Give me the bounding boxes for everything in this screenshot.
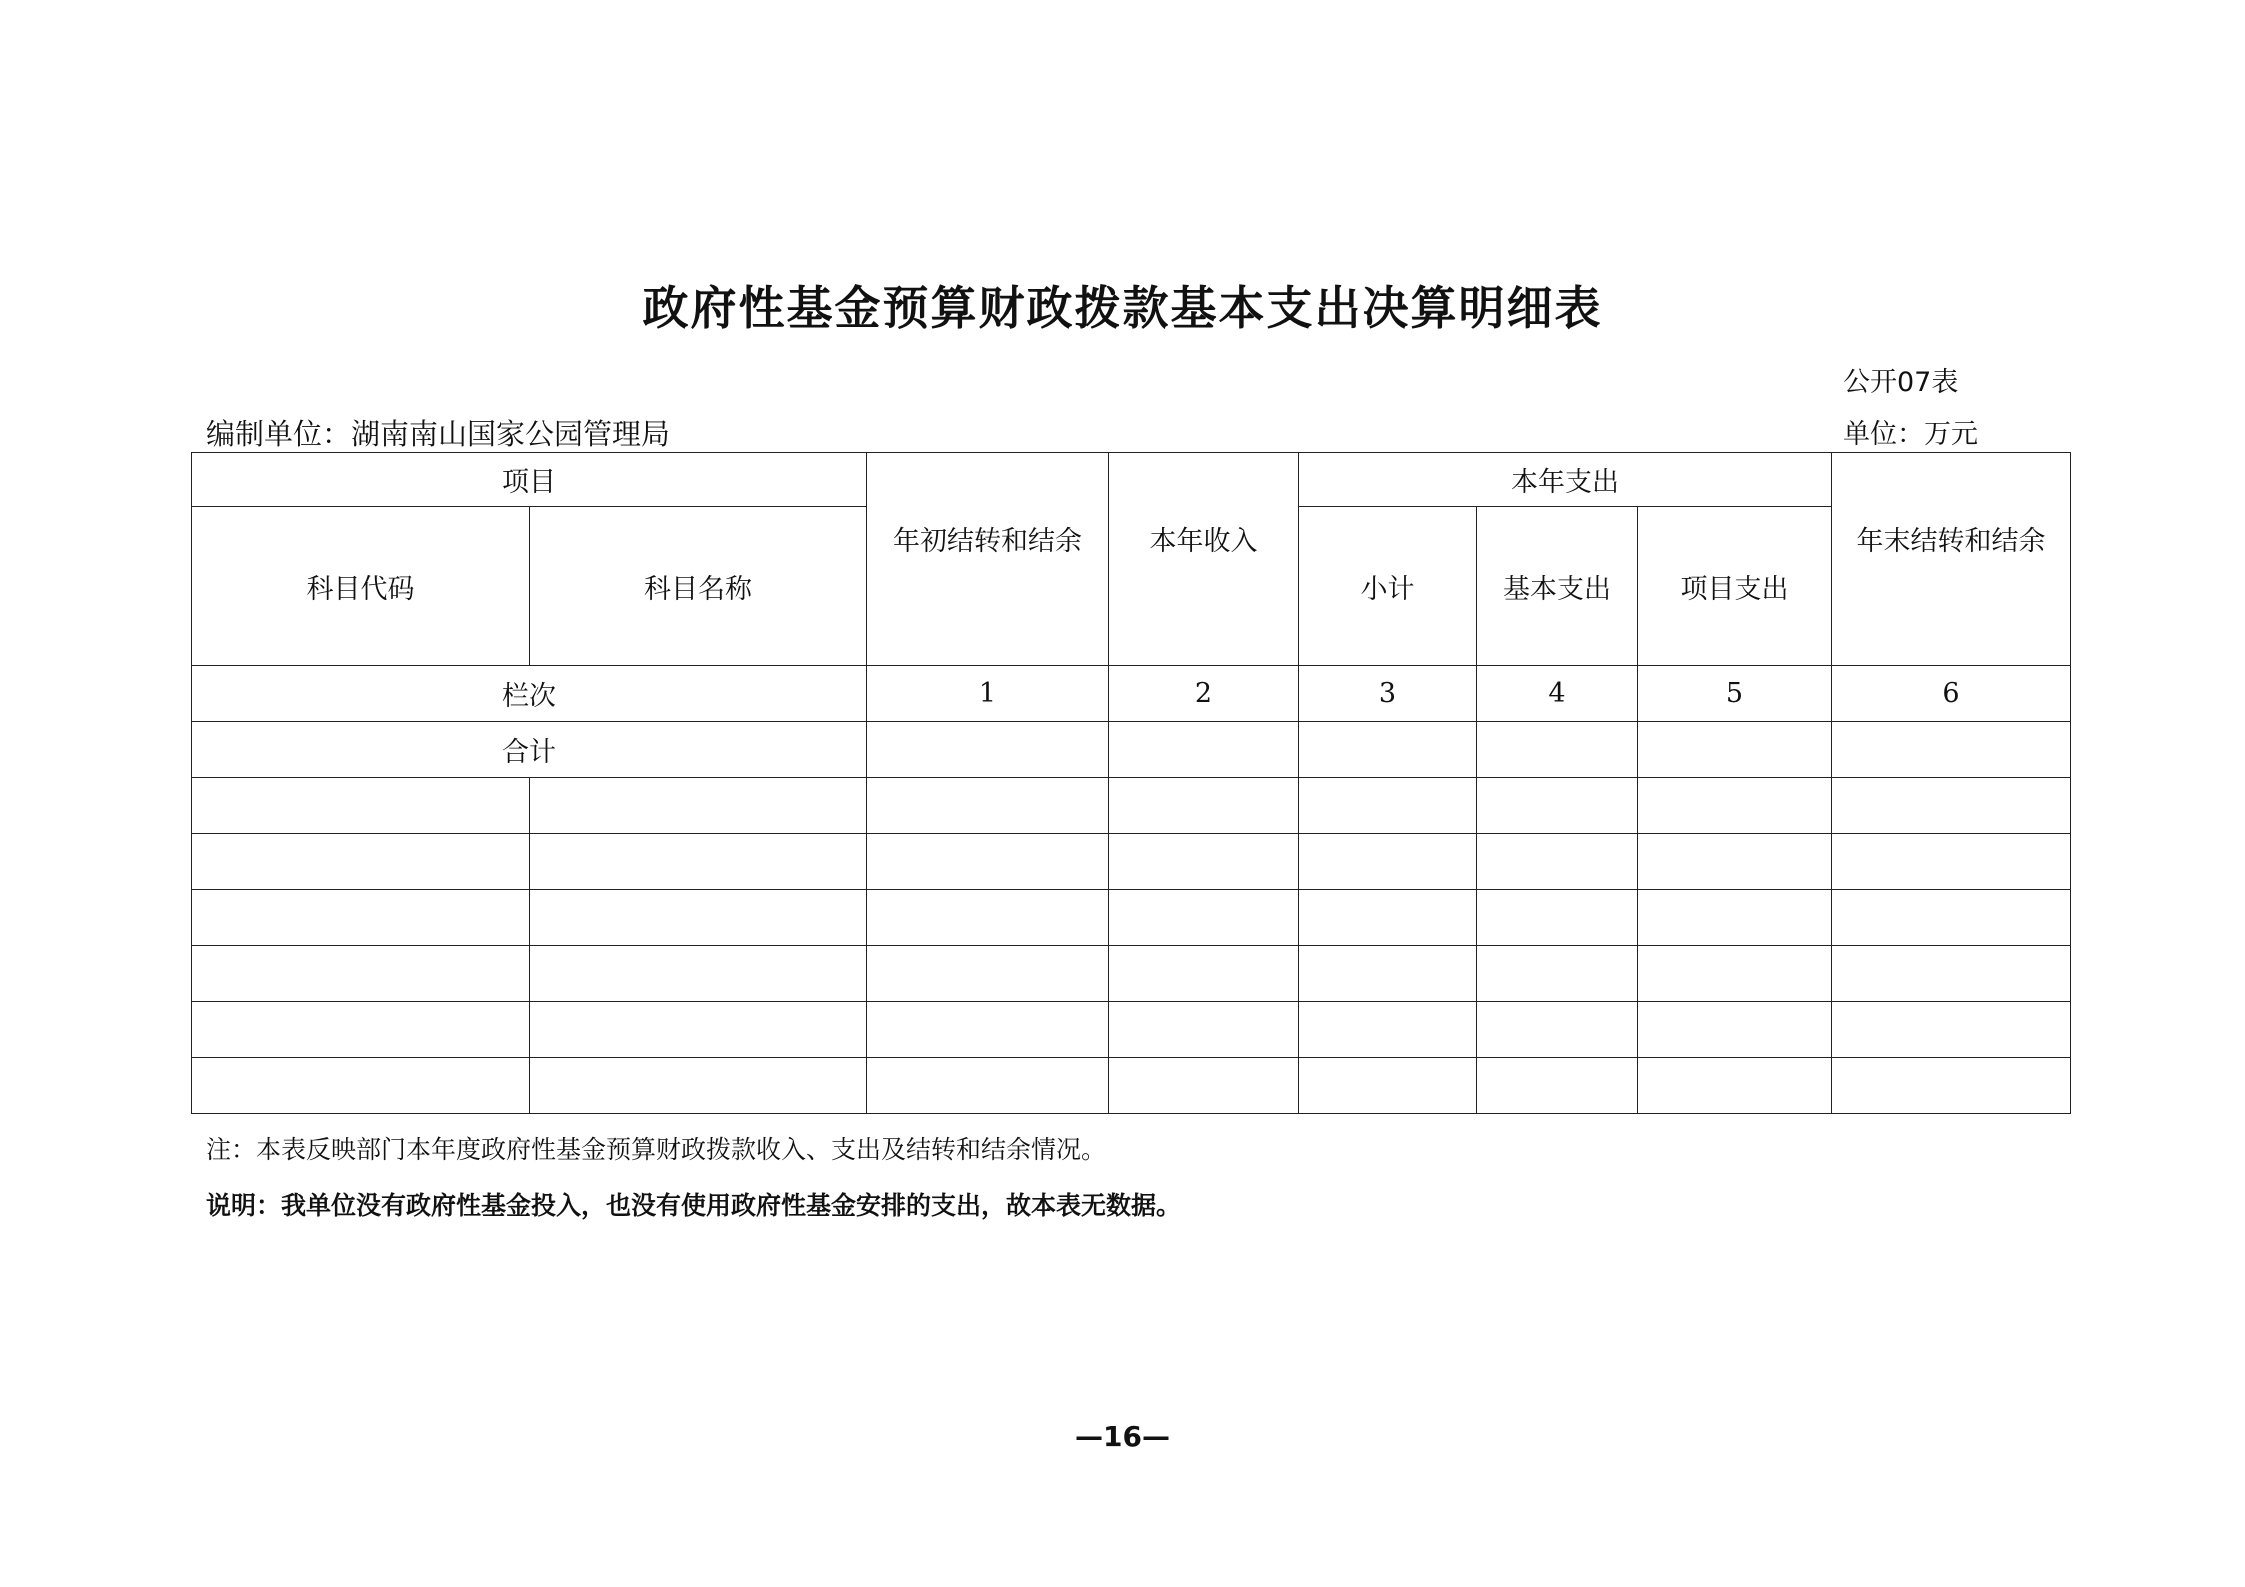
table-note: 注：本表反映部门本年度政府性基金预算财政拨款收入、支出及结转和结余情况。	[206, 1135, 1107, 1164]
table-cell	[192, 834, 530, 890]
table-cell	[1477, 890, 1638, 946]
table-cell	[1477, 834, 1638, 890]
table-cell	[1832, 1002, 2071, 1058]
table-row	[192, 1058, 2071, 1114]
header-subtotal: 小计	[1299, 507, 1477, 666]
table-cell	[1477, 1002, 1638, 1058]
form-number: 公开07表	[1843, 367, 1959, 398]
table-cell	[1299, 1002, 1477, 1058]
table-cell	[1477, 778, 1638, 834]
table-cell	[530, 890, 867, 946]
table-cell	[1832, 946, 2071, 1002]
table-cell	[530, 1002, 867, 1058]
column-number-label: 栏次	[192, 666, 867, 722]
table-cell	[1638, 834, 1832, 890]
table-row	[192, 834, 2071, 890]
header-income: 本年收入	[1109, 453, 1299, 666]
table-cell	[1109, 1002, 1299, 1058]
table-cell	[1832, 778, 2071, 834]
table-cell	[1299, 722, 1477, 778]
table-row	[192, 946, 2071, 1002]
table-cell	[1477, 722, 1638, 778]
table-row	[192, 778, 2071, 834]
table-cell	[1638, 890, 1832, 946]
table-row	[192, 890, 2071, 946]
total-row	[192, 722, 2071, 778]
compiling-unit: 编制单位：湖南南山国家公园管理局	[206, 417, 671, 451]
table-cell	[192, 946, 530, 1002]
table-cell	[867, 778, 1109, 834]
header-item: 项目	[192, 453, 867, 507]
table-cell	[1299, 946, 1477, 1002]
column-number: 4	[1477, 666, 1638, 722]
column-number: 6	[1832, 666, 2071, 722]
table-cell	[192, 1002, 530, 1058]
page-number: —16—	[1075, 1420, 1170, 1453]
table-cell	[867, 946, 1109, 1002]
table-cell	[530, 1058, 867, 1114]
table-cell	[1638, 778, 1832, 834]
column-number: 5	[1638, 666, 1832, 722]
currency-unit: 单位：万元	[1843, 419, 1978, 450]
table-row	[192, 1002, 2071, 1058]
table-cell	[867, 1058, 1109, 1114]
page-title: 政府性基金预算财政拨款基本支出决算明细表	[642, 281, 1603, 335]
header-project-expenditure: 项目支出	[1638, 507, 1832, 666]
table-cell	[530, 778, 867, 834]
table-cell	[1638, 946, 1832, 1002]
table-cell	[1299, 890, 1477, 946]
table-cell	[530, 946, 867, 1002]
table-explanation: 说明：我单位没有政府性基金投入，也没有使用政府性基金安排的支出，故本表无数据。	[206, 1191, 1182, 1220]
table-cell	[1299, 834, 1477, 890]
table-cell	[1638, 1058, 1832, 1114]
header-basic-expenditure: 基本支出	[1477, 507, 1638, 666]
table-cell	[1832, 834, 2071, 890]
table-cell	[867, 890, 1109, 946]
table-cell	[1832, 722, 2071, 778]
header-subject-name: 科目名称	[530, 507, 867, 666]
column-number: 3	[1299, 666, 1477, 722]
table-cell	[530, 834, 867, 890]
table-cell	[1299, 778, 1477, 834]
table-cell	[192, 890, 530, 946]
column-number-row	[192, 666, 2071, 722]
header-expenditure: 本年支出	[1299, 453, 1832, 507]
table-cell	[1638, 1002, 1832, 1058]
table-cell	[1477, 1058, 1638, 1114]
table-cell	[192, 778, 530, 834]
table-cell	[1109, 722, 1299, 778]
header-opening-balance: 年初结转和结余	[867, 453, 1109, 666]
total-label: 合计	[192, 722, 867, 778]
column-number: 2	[1109, 666, 1299, 722]
column-number: 1	[867, 666, 1109, 722]
table-cell	[1109, 946, 1299, 1002]
table-cell	[1109, 834, 1299, 890]
table-cell	[1109, 778, 1299, 834]
header-subject-code: 科目代码	[192, 507, 530, 666]
table-cell	[867, 722, 1109, 778]
table-cell	[1832, 890, 2071, 946]
table-cell	[1638, 722, 1832, 778]
budget-table	[191, 452, 2071, 1114]
table-cell	[867, 1002, 1109, 1058]
header-closing-balance: 年末结转和结余	[1832, 453, 2071, 666]
table-cell	[1299, 1058, 1477, 1114]
table-cell	[1109, 890, 1299, 946]
table-cell	[1477, 946, 1638, 1002]
table-cell	[1832, 1058, 2071, 1114]
table-cell	[867, 834, 1109, 890]
table-cell	[1109, 1058, 1299, 1114]
table-cell	[192, 1058, 530, 1114]
